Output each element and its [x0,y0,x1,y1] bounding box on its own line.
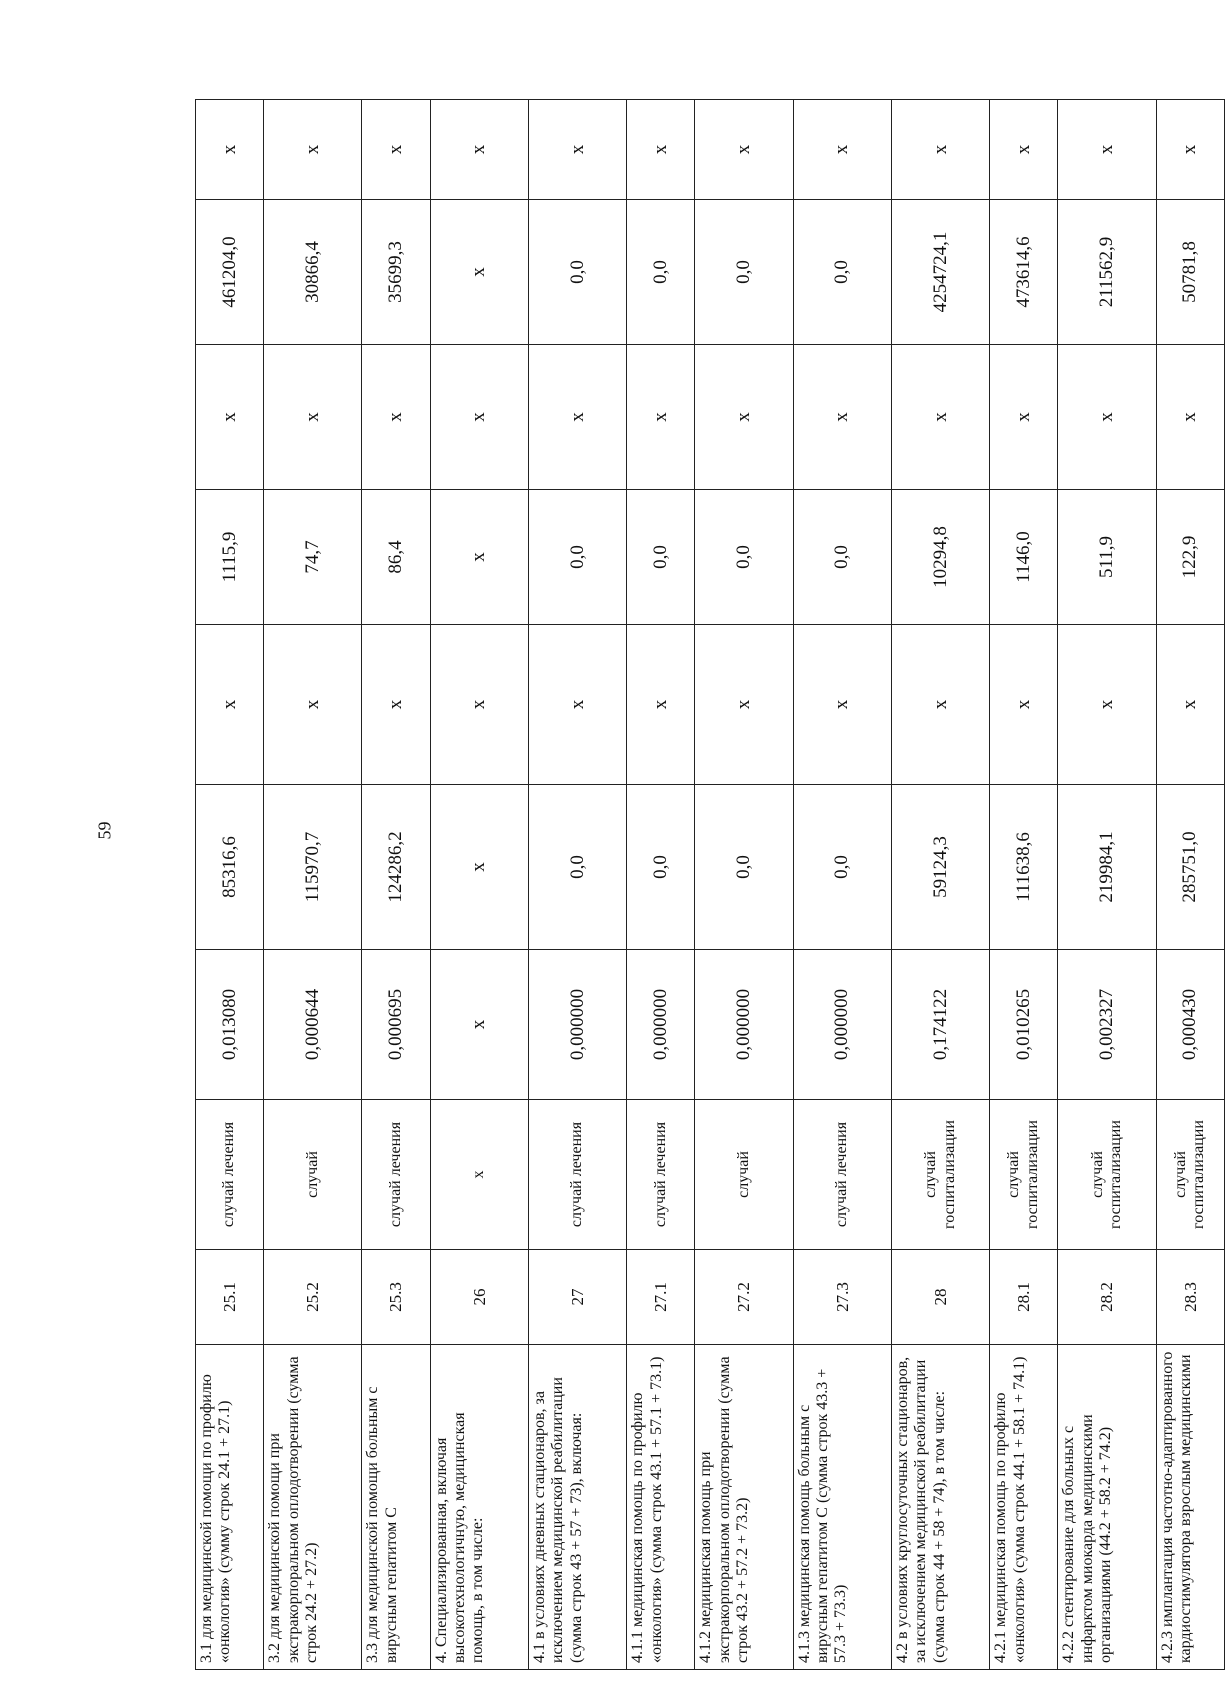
rate-cell: 0,000000 [528,950,626,1100]
col-8-cell: х [264,345,362,490]
total-cell: 211562,9 [1058,200,1156,345]
cost-per-unit-cell: 85316,6 [196,785,264,950]
row-name-cell: 4.1.1 медицинская помощь по профилю «онкология» (сумма строк 43.1 + 57.1 + 73.1) [627,1345,695,1670]
row-name-cell: 4.2 в условиях круглосуточных стационаров, за исключением медицинской реабилитации (сумма строк 44 + 58 + 74), в том числе: [891,1345,989,1670]
per-capita-cell: 511,9 [1058,490,1156,625]
col-6-cell: х [990,625,1058,785]
per-capita-cell: 10294,8 [891,490,989,625]
row-name-cell: 4. Специализированная, включая высокотехнологичную, медицинская помощь, в том числе: [430,1345,528,1670]
rate-cell: 0,013080 [196,950,264,1100]
col-10-cell: х [793,100,891,200]
row-number-cell: 28.3 [1156,1250,1224,1345]
per-capita-cell: 0,0 [528,490,626,625]
cost-per-unit-cell: 0,0 [793,785,891,950]
cost-per-unit-cell: 59124,3 [891,785,989,950]
rate-cell: 0,000430 [1156,950,1224,1100]
col-8-cell: х [990,345,1058,490]
table-row [695,100,793,1670]
row-name-cell: 3.1 для медицинской помощи по профилю «онкология» (сумму строк 24.1 + 27.1) [196,1345,264,1670]
row-name-cell: 4.2.2 стентирование для больных с инфарктом миокарда медицинскими организациями (44.2 + 58.2 + 74.2) [1058,1345,1156,1670]
col-10-cell: х [891,100,989,200]
cost-per-unit-cell: 0,0 [528,785,626,950]
per-capita-cell: 0,0 [793,490,891,625]
total-cell: 0,0 [627,200,695,345]
row-number-cell: 28.1 [990,1250,1058,1345]
cost-per-unit-cell: 285751,0 [1156,785,1224,950]
col-6-cell: х [528,625,626,785]
cost-per-unit-cell: 124286,2 [362,785,430,950]
cost-per-unit-cell: 219984,1 [1058,785,1156,950]
row-number-cell: 26 [430,1250,528,1345]
unit-cell: случай лечения [362,1100,430,1250]
unit-cell: случай лечения [627,1100,695,1250]
unit-cell: случай лечения [528,1100,626,1250]
col-10-cell: х [528,100,626,200]
unit-cell: случай лечения [196,1100,264,1250]
unit-cell: х [430,1100,528,1250]
row-number-cell: 25.1 [196,1250,264,1345]
per-capita-cell: 1146,0 [990,490,1058,625]
unit-cell: случай госпитализации [990,1100,1058,1250]
total-cell: 30866,4 [264,200,362,345]
row-name-cell: 4.1.2 медицинская помощь при экстракорпоральном оплодотворении (сумма строк 43.2 + 57.2 + 73.2) [695,1345,793,1670]
col-8-cell: х [695,345,793,490]
col-10-cell: х [430,100,528,200]
rate-cell: х [430,950,528,1100]
table-row [1058,100,1156,1670]
col-10-cell: х [990,100,1058,200]
col-8-cell: х [1156,345,1224,490]
row-number-cell: 27.1 [627,1250,695,1345]
col-8-cell: х [196,345,264,490]
row-number-cell: 28.2 [1058,1250,1156,1345]
unit-cell: случай госпитализации [1156,1100,1224,1250]
rate-cell: 0,010265 [990,950,1058,1100]
total-cell: х [430,200,528,345]
row-number-cell: 25.3 [362,1250,430,1345]
col-6-cell: х [793,625,891,785]
per-capita-cell: х [430,490,528,625]
page-number: 59 [94,821,115,840]
total-cell: 0,0 [695,200,793,345]
unit-cell: случай госпитализации [891,1100,989,1250]
unit-cell: случай лечения [793,1100,891,1250]
cost-per-unit-cell: 111638,6 [990,785,1058,950]
table-container [195,100,1225,1670]
col-6-cell: х [891,625,989,785]
col-6-cell: х [362,625,430,785]
col-6-cell: х [430,625,528,785]
row-name-cell: 4.1.3 медицинская помощь больным с вирусным гепатитом С (сумма строк 43.3 + 57.3 + 73.3) [793,1345,891,1670]
col-10-cell: х [627,100,695,200]
col-8-cell: х [528,345,626,490]
unit-cell: случай госпитализации [1058,1100,1156,1250]
rate-cell: 0,174122 [891,950,989,1100]
col-8-cell: х [891,345,989,490]
rate-cell: 0,002327 [1058,950,1156,1100]
table-body [196,100,1225,1670]
total-cell: 35699,3 [362,200,430,345]
col-8-cell: х [362,345,430,490]
table-row [793,100,891,1670]
row-name-cell: 3.2 для медицинской помощи при экстракорпоральном оплодотворении (сумма строк 24.2 + 27.2) [264,1345,362,1670]
per-capita-cell: 0,0 [627,490,695,625]
cost-per-unit-cell: 115970,7 [264,785,362,950]
table-row [1156,100,1224,1670]
row-number-cell: 25.2 [264,1250,362,1345]
col-8-cell: х [793,345,891,490]
rate-cell: 0,000695 [362,950,430,1100]
per-capita-cell: 74,7 [264,490,362,625]
total-cell: 0,0 [793,200,891,345]
total-cell: 461204,0 [196,200,264,345]
row-name-cell: 3.3 для медицинской помощи больным с вирусным гепатитом С [362,1345,430,1670]
col-6-cell: х [627,625,695,785]
data-table [195,99,1225,1670]
per-capita-cell: 1115,9 [196,490,264,625]
col-8-cell: х [627,345,695,490]
table-row [528,100,626,1670]
cost-per-unit-cell: 0,0 [695,785,793,950]
col-10-cell: х [695,100,793,200]
table-row [362,100,430,1670]
col-6-cell: х [1058,625,1156,785]
per-capita-cell: 122,9 [1156,490,1224,625]
col-6-cell: х [264,625,362,785]
total-cell: 50781,8 [1156,200,1224,345]
unit-cell: случай [695,1100,793,1250]
cost-per-unit-cell: 0,0 [627,785,695,950]
table-row [891,100,989,1670]
row-number-cell: 27 [528,1250,626,1345]
total-cell: 473614,6 [990,200,1058,345]
row-number-cell: 27.3 [793,1250,891,1345]
col-10-cell: х [1156,100,1224,200]
row-name-cell: 4.2.3 имплантация частотно-адаптированного кардиостимулятора взрослым медицинскими [1156,1345,1224,1670]
col-10-cell: х [196,100,264,200]
per-capita-cell: 0,0 [695,490,793,625]
rate-cell: 0,000000 [695,950,793,1100]
table-row [264,100,362,1670]
table-row [990,100,1058,1670]
rate-cell: 0,000000 [627,950,695,1100]
rate-cell: 0,000000 [793,950,891,1100]
row-number-cell: 28 [891,1250,989,1345]
col-8-cell: х [430,345,528,490]
col-6-cell: х [1156,625,1224,785]
rate-cell: 0,000644 [264,950,362,1100]
total-cell: 4254724,1 [891,200,989,345]
col-10-cell: х [264,100,362,200]
col-6-cell: х [196,625,264,785]
table-row [627,100,695,1670]
col-8-cell: х [1058,345,1156,490]
row-number-cell: 27.2 [695,1250,793,1345]
unit-cell: случай [264,1100,362,1250]
col-10-cell: х [362,100,430,200]
per-capita-cell: 86,4 [362,490,430,625]
col-6-cell: х [695,625,793,785]
cost-per-unit-cell: х [430,785,528,950]
row-name-cell: 4.1 в условиях дневных стационаров, за исключением медицинской реабилитации (сумма строк 43 + 57 + 73), включая: [528,1345,626,1670]
col-10-cell: х [1058,100,1156,200]
total-cell: 0,0 [528,200,626,345]
table-row [196,100,264,1670]
table-row [430,100,528,1670]
row-name-cell: 4.2.1 медицинская помощь по профилю «онкология» (сумма строк 44.1 + 58.1 + 74.1) [990,1345,1058,1670]
